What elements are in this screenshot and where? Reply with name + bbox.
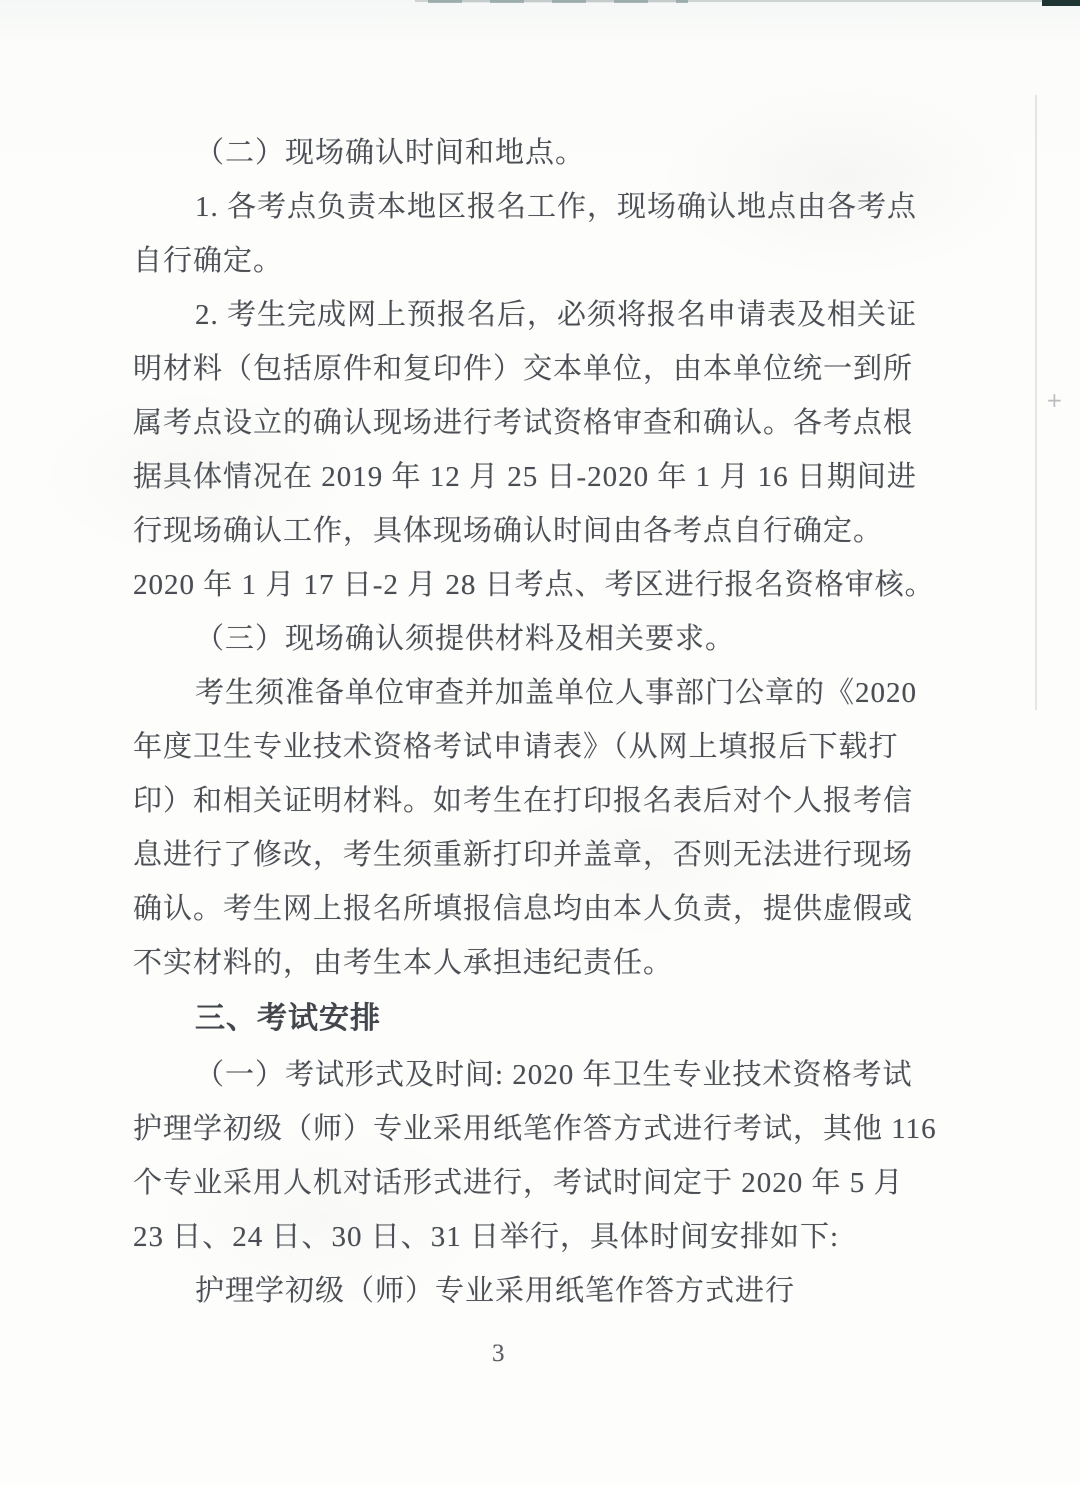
document-line: 行现场确认工作，具体现场确认时间由各考点自行确定。 [133,515,884,547]
document-line: 23 日、24 日、30 日、31 日举行，具体时间安排如下: [133,1221,840,1253]
document-line: 护理学初级（师）专业采用纸笔作答方式进行 [195,1275,796,1307]
page-fold-line [1035,95,1037,710]
document-line: 息进行了修改，考生须重新打印并盖章，否则无法进行现场 [133,839,914,871]
document-line: 2020 年 1 月 17 日-2 月 28 日考点、考区进行报名资格审核。 [133,569,935,601]
document-line: 自行确定。 [133,245,284,277]
document-line: （二）现场确认时间和地点。 [195,137,586,169]
document-line: 考生须准备单位审查并加盖单位人事部门公章的《2020 [195,677,918,709]
document-line: 2. 考生完成网上预报名后，必须将报名申请表及相关证 [195,299,918,331]
scan-corner-artifact [1042,0,1080,6]
document-line: 印）和相关证明材料。如考生在打印报名表后对个人报考信 [133,785,914,817]
document-line: 明材料（包括原件和复印件）交本单位，由本单位统一到所 [133,353,914,385]
document-line: 据具体情况在 2019 年 12 月 25 日-2020 年 1 月 16 日期间进 [133,461,917,493]
document-line: 护理学初级（师）专业采用纸笔作答方式进行考试，其他 116 [133,1113,937,1145]
document-line: 年度卫生专业技术资格考试申请表》（从网上填报后下载打 [133,731,899,763]
document-line: 确认。考生网上报名所填报信息均由本人负责，提供虚假或 [133,893,914,925]
page-number: 3 [492,1340,505,1367]
document-line: 1. 各考点负责本地区报名工作，现场确认地点由各考点 [195,191,918,223]
registration-mark: + [1046,388,1063,412]
document-line: （三）现场确认须提供材料及相关要求。 [195,623,736,655]
document-line: 属考点设立的确认现场进行考试资格审查和确认。各考点根 [133,407,914,439]
document-page [133,126,937,1318]
scan-edge-dashes-artifact [428,0,688,3]
document-line: 个专业采用人机对话形式进行，考试时间定于 2020 年 5 月 [133,1167,904,1199]
document-line: 不实材料的，由考生本人承担违纪责任。 [133,947,674,979]
section-heading: 三、考试安排 [195,1002,381,1035]
document-line: （一）考试形式及时间: 2020 年卫生专业技术资格考试 [195,1059,913,1091]
